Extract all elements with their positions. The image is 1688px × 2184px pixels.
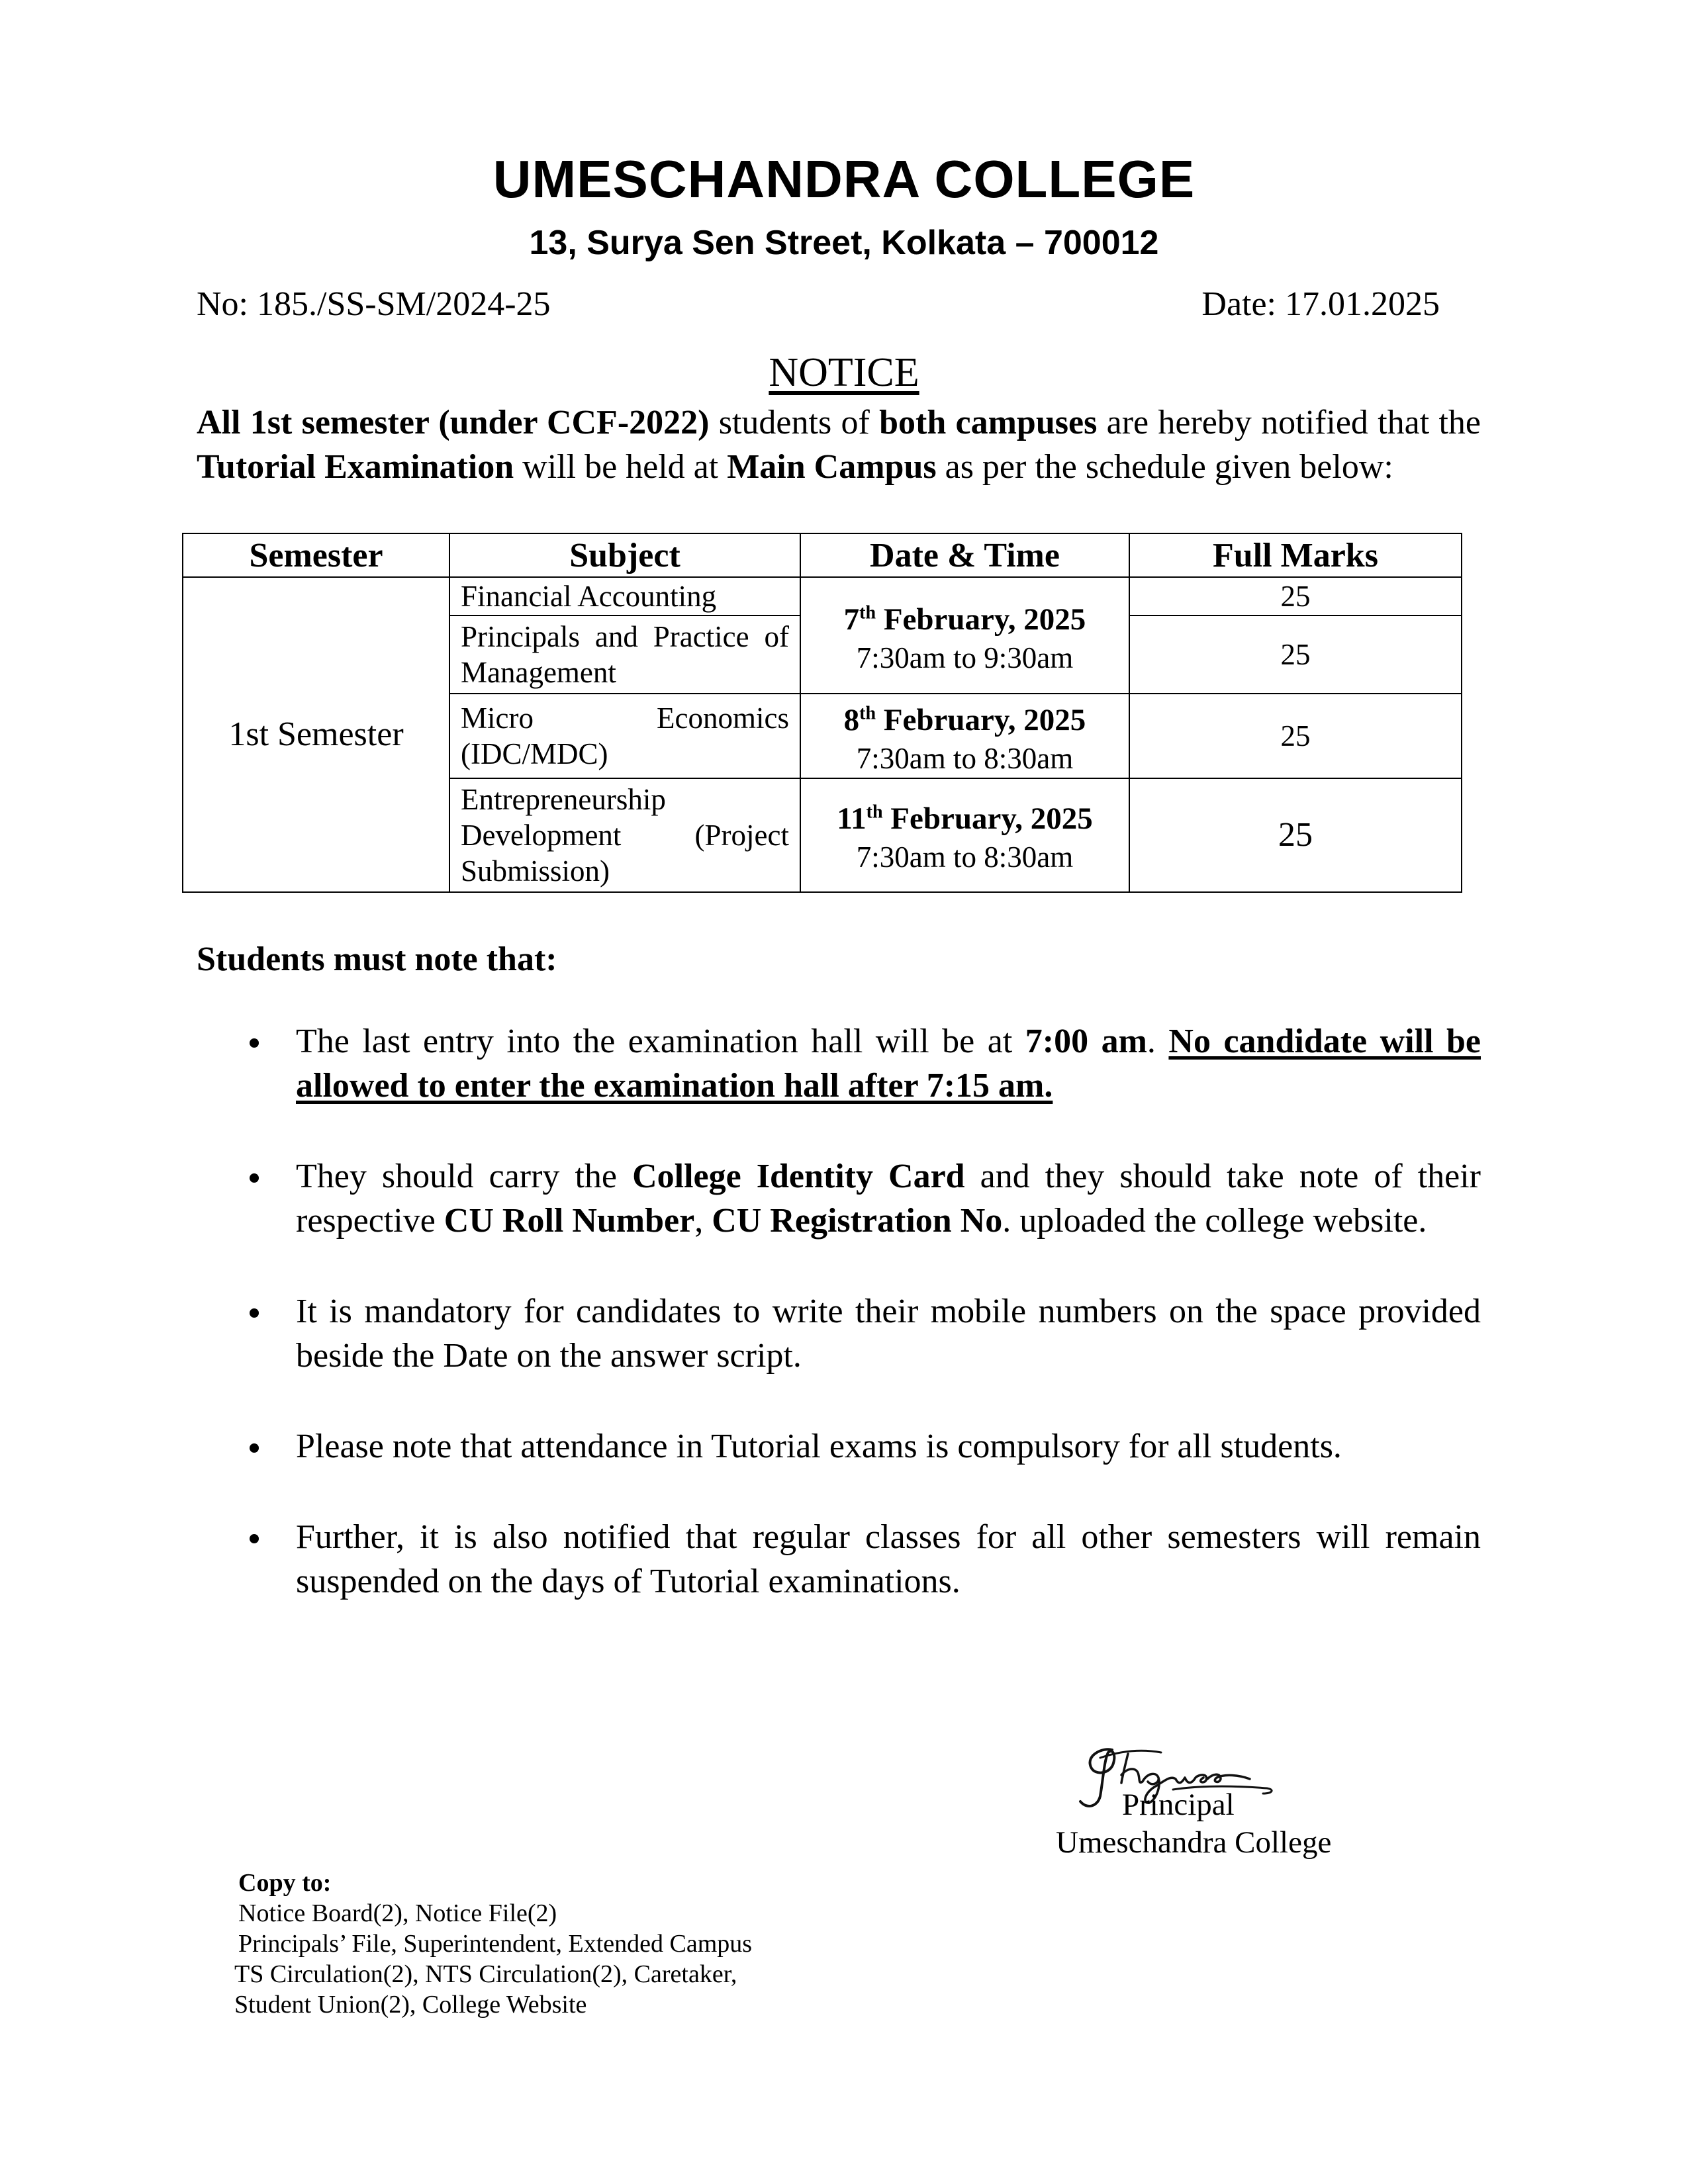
intro-venue: Main Campus bbox=[727, 448, 937, 486]
signatory-college: Umeschandra College bbox=[1056, 1825, 1332, 1860]
note-text: , bbox=[694, 1202, 712, 1240]
list-item bbox=[197, 1289, 1481, 1378]
copy-to-line: Notice Board(2), Notice File(2) bbox=[238, 1899, 557, 1927]
note-text: Please note that attendance in Tutorial exams is compulsory for all students. bbox=[296, 1428, 1342, 1465]
intro-text: are hereby notified that the bbox=[1097, 404, 1481, 441]
date-time-cell bbox=[800, 778, 1129, 892]
exam-time: 7:30am to 8:30am bbox=[856, 741, 1074, 775]
exam-month-year: February, 2025 bbox=[876, 702, 1086, 737]
college-address: 13, Surya Sen Street, Kolkata – 700012 bbox=[529, 224, 1159, 262]
note-text: The last entry into the examination hall will be at bbox=[296, 1023, 1025, 1060]
table-row bbox=[183, 577, 1462, 615]
notice-heading: NOTICE bbox=[769, 350, 919, 395]
list-item bbox=[197, 1424, 1481, 1469]
note-text: Further, it is also notified that regular classes for all other semesters will remain suspended on the days of Tutorial examinations. bbox=[296, 1518, 1481, 1600]
notes-heading: Students must note that: bbox=[197, 940, 557, 978]
copy-to-heading: Copy to: bbox=[238, 1869, 332, 1897]
header-date-time: Date & Time bbox=[800, 533, 1129, 577]
list-item bbox=[197, 1019, 1481, 1108]
bullet-icon bbox=[250, 1443, 259, 1453]
intro-text: as per the schedule given below: bbox=[936, 448, 1393, 486]
marks-cell: 25 bbox=[1129, 694, 1462, 778]
note-text: It is mandatory for candidates to write their mobile numbers on the space provided beside the Date on the answer script. bbox=[296, 1293, 1481, 1375]
day-suffix: th bbox=[859, 703, 876, 723]
exam-time: 7:30am to 9:30am bbox=[856, 641, 1074, 674]
bullet-icon bbox=[250, 1534, 259, 1543]
notice-intro bbox=[197, 400, 1481, 489]
date-time-cell bbox=[800, 577, 1129, 694]
registration-number-text: CU Registration No bbox=[712, 1202, 1003, 1240]
subject-cell: Principals and Practice of Management bbox=[449, 615, 800, 694]
bullet-icon bbox=[250, 1308, 259, 1318]
marks-cell: 25 bbox=[1129, 615, 1462, 694]
copy-to-line: Principals’ File, Superintendent, Extended Campus bbox=[238, 1930, 753, 1958]
marks-cell: 25 bbox=[1129, 778, 1462, 892]
notice-date: Date: 17.01.2025 bbox=[1201, 285, 1440, 323]
intro-campuses: both campuses bbox=[879, 404, 1098, 441]
list-item bbox=[197, 1154, 1481, 1243]
signatory-title: Principal bbox=[1122, 1788, 1235, 1822]
header-semester: Semester bbox=[183, 533, 449, 577]
subject-cell: Financial Accounting bbox=[449, 577, 800, 615]
exam-month-year: February, 2025 bbox=[876, 602, 1086, 637]
bullet-icon bbox=[250, 1173, 259, 1183]
intro-text: students of bbox=[709, 404, 880, 441]
semester-cell: 1st Semester bbox=[183, 577, 449, 892]
entry-deadline-warning: No candidate will be allowed to enter the examination hall after 7:15 am. bbox=[296, 1023, 1481, 1105]
intro-text: will be held at bbox=[514, 448, 727, 486]
reference-number: No: 185./SS-SM/2024-25 bbox=[197, 285, 551, 323]
copy-to-block bbox=[234, 1868, 753, 2020]
subject-cell: Micro Economics (IDC/MDC) bbox=[449, 694, 800, 778]
marks-cell: 25 bbox=[1129, 577, 1462, 615]
last-entry-time: 7:00 am bbox=[1025, 1023, 1147, 1060]
exam-day: 7 bbox=[843, 602, 860, 637]
table-header-row bbox=[183, 533, 1462, 577]
exam-day: 8 bbox=[843, 702, 860, 737]
date-time-cell bbox=[800, 694, 1129, 778]
note-text: . uploaded the college website. bbox=[1002, 1202, 1427, 1240]
header-full-marks: Full Marks bbox=[1129, 533, 1462, 577]
exam-day: 11 bbox=[837, 801, 867, 837]
exam-schedule-table bbox=[182, 533, 1462, 893]
day-suffix: th bbox=[859, 602, 876, 623]
identity-card-text: College Identity Card bbox=[632, 1158, 965, 1195]
intro-semester: All 1st semester (under CCF-2022) bbox=[197, 404, 710, 441]
day-suffix: th bbox=[866, 801, 883, 823]
intro-exam-name: Tutorial Examination bbox=[197, 448, 514, 486]
copy-to-line: Student Union(2), College Website bbox=[234, 1991, 587, 2019]
exam-month-year: February, 2025 bbox=[882, 801, 1093, 837]
subject-cell: Entrepreneurship Development (Project Submission) bbox=[449, 778, 800, 892]
college-name: UMESCHANDRA COLLEGE bbox=[492, 150, 1196, 208]
list-item bbox=[197, 1515, 1481, 1604]
header-subject: Subject bbox=[449, 533, 800, 577]
bullet-icon bbox=[250, 1038, 259, 1048]
copy-to-line: TS Circulation(2), NTS Circulation(2), Caretaker, bbox=[234, 1960, 737, 1988]
note-text: They should carry the bbox=[296, 1158, 633, 1195]
note-text: and they should take note of their respective bbox=[296, 1158, 1481, 1240]
roll-number-text: CU Roll Number bbox=[444, 1202, 695, 1240]
note-text: . bbox=[1147, 1023, 1169, 1060]
exam-time: 7:30am to 8:30am bbox=[856, 841, 1074, 874]
notes-list bbox=[197, 1019, 1481, 1650]
